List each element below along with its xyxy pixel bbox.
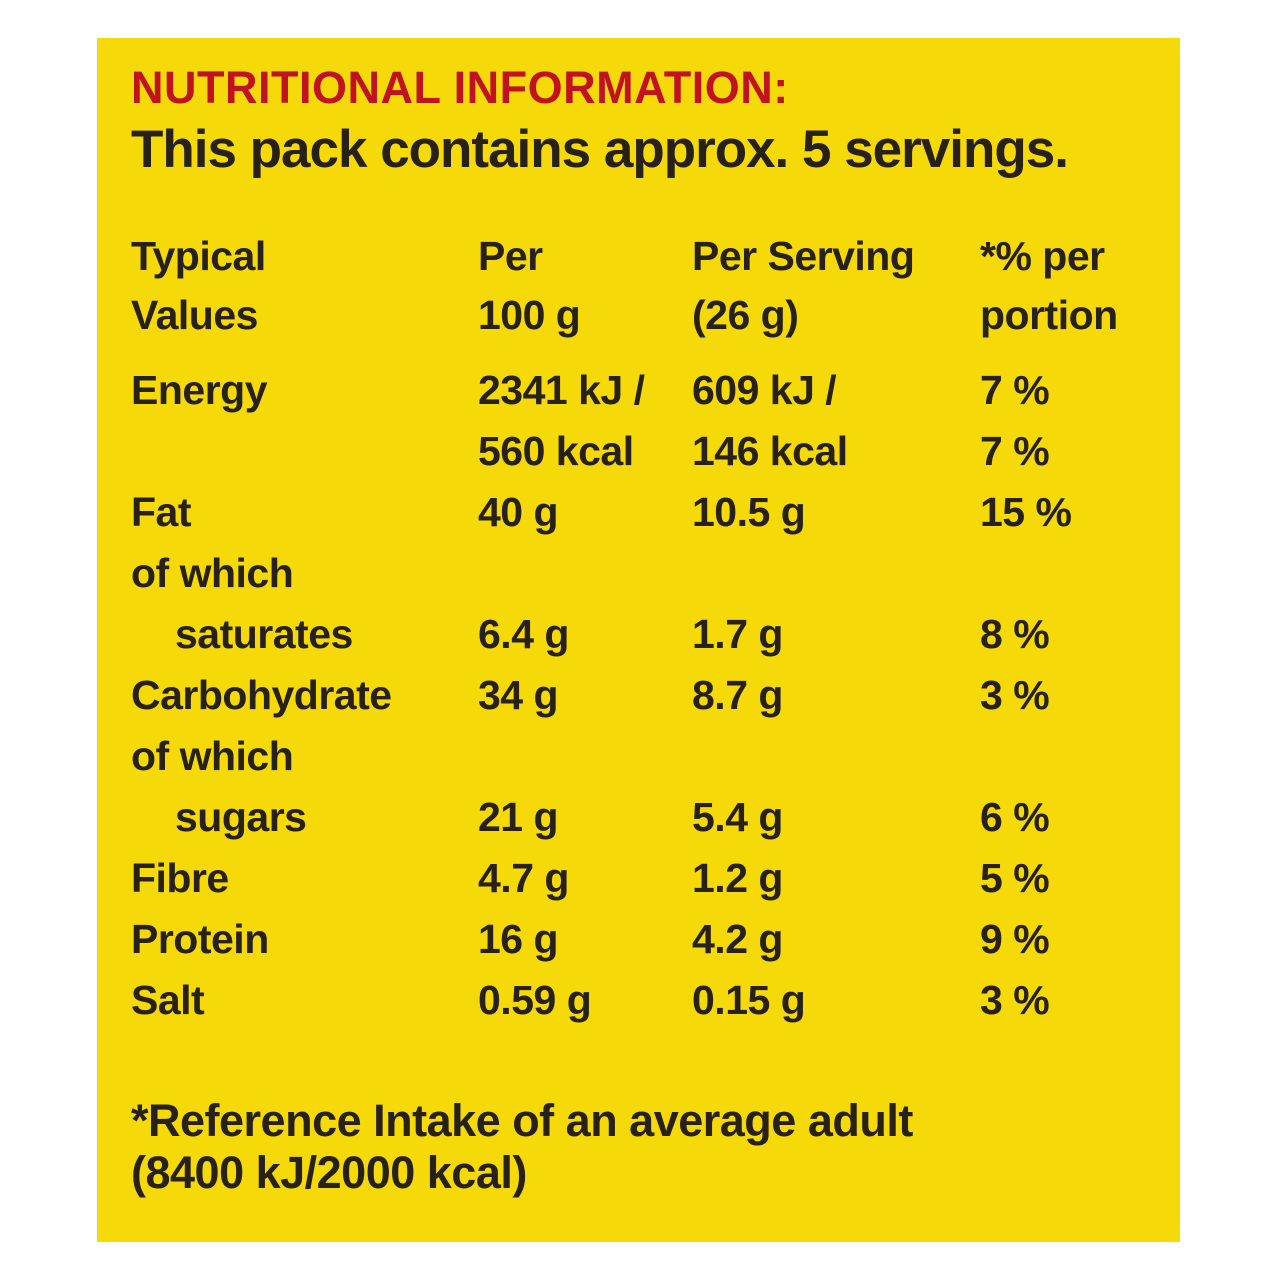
section-title: NUTRITIONAL INFORMATION:: [131, 62, 789, 113]
value-ri-portion: 3 %: [980, 977, 1050, 1023]
column-header-per-100g: [478, 227, 692, 345]
value-per-serving: 8.7 g: [692, 672, 783, 718]
column-header-line: portion: [980, 292, 1118, 338]
row-label-salt: Salt: [131, 977, 205, 1023]
value-per-serving: 1.2 g: [692, 855, 783, 901]
row-label-energy: Energy: [131, 367, 267, 413]
servings-subtitle: This pack contains approx. 5 servings.: [131, 120, 1068, 179]
value-per-100g: 16 g: [478, 916, 559, 962]
column-header-line: 100 g: [478, 292, 581, 338]
value-per-serving: 146 kcal: [692, 428, 848, 474]
value-per-100g: 0.59 g: [478, 977, 592, 1023]
row-label-protein: Protein: [131, 916, 269, 962]
column-header-per-serving: [692, 227, 980, 345]
value-ri-portion: 6 %: [980, 794, 1050, 840]
value-ri-portion: 9 %: [980, 916, 1050, 962]
value-ri-portion: 3 %: [980, 672, 1050, 718]
column-header-line: (26 g): [692, 292, 799, 338]
value-per-serving: 10.5 g: [692, 489, 806, 535]
value-per-100g: [478, 726, 692, 787]
value-ri-portion: 7 %: [980, 428, 1050, 474]
value-ri-portion: 15 %: [980, 489, 1072, 535]
value-per-100g: 34 g: [478, 672, 559, 718]
value-per-serving: 5.4 g: [692, 794, 783, 840]
nutrition-table-header: [131, 227, 1160, 345]
footnote-line-2: (8400 kJ/2000 kcal): [131, 1147, 527, 1198]
column-header-line: Per Serving: [692, 233, 915, 279]
nutrition-table-rows: [131, 360, 1160, 1031]
row-label-of-which-carb: of which: [131, 733, 294, 779]
row-label-energy-kcal: [131, 421, 478, 482]
footnote-line-1: *Reference Intake of an average adult: [131, 1095, 913, 1146]
value-per-100g: 4.7 g: [478, 855, 569, 901]
value-ri-portion: [980, 543, 1160, 604]
value-ri-portion: [980, 726, 1160, 787]
value-per-serving: [692, 543, 980, 604]
value-ri-portion: 7 %: [980, 367, 1050, 413]
column-header-typical-values: [131, 227, 478, 345]
value-per-100g: [478, 543, 692, 604]
value-ri-portion: 5 %: [980, 855, 1050, 901]
value-per-serving: [692, 726, 980, 787]
value-per-serving: 609 kJ /: [692, 367, 837, 413]
row-label-fibre: Fibre: [131, 855, 229, 901]
row-label-carbohydrate: Carbohydrate: [131, 672, 392, 718]
nutrition-label-panel: [97, 38, 1180, 1242]
row-label-of-which-fat: of which: [131, 550, 294, 596]
column-header-line: Typical: [131, 233, 266, 279]
value-per-serving: 4.2 g: [692, 916, 783, 962]
value-per-serving: 1.7 g: [692, 611, 783, 657]
value-ri-portion: 8 %: [980, 611, 1050, 657]
value-per-100g: 6.4 g: [478, 611, 569, 657]
column-header-line: Values: [131, 292, 258, 338]
row-label-saturates: saturates: [175, 611, 353, 657]
column-header-line: Per: [478, 233, 543, 279]
column-header-ri-portion: [980, 227, 1160, 345]
value-per-100g: 21 g: [478, 794, 559, 840]
value-per-100g: 2341 kJ /: [478, 367, 645, 413]
row-label-fat: Fat: [131, 489, 191, 535]
reference-intake-footnote: [131, 1095, 1160, 1199]
row-label-sugars: sugars: [175, 794, 307, 840]
value-per-100g: 40 g: [478, 489, 559, 535]
column-header-line: *% per: [980, 233, 1105, 279]
value-per-100g: 560 kcal: [478, 428, 634, 474]
value-per-serving: 0.15 g: [692, 977, 806, 1023]
